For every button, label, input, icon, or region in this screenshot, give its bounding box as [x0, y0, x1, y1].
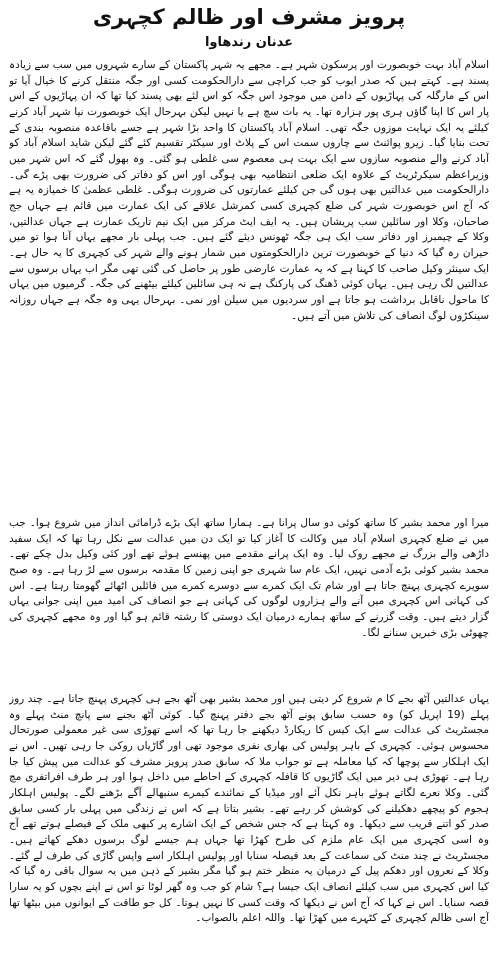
article-title: پرویز مشرف اور ظالم کچہری	[92, 5, 406, 29]
article-body	[9, 58, 489, 972]
article-paragraph: یہاں عدالتیں آٹھ بجے کا م شروع کر دیتی ہیں اور محمد بشیر بھی آٹھ بجے ہی کچہری پہنچ جاتا ہے۔ چند روز پہلے (19 اپریل کو) وہ حسب سابق پونے آٹھ بجے دفتر پہنچ گیا۔ کوئی آٹھ بجنے سے پانچ منٹ پہلے وہ مجسٹریٹ کی عدالت سے ایک کیس کا ریکارڈ دیکھنے جا رہا تھا کہ اسے تھوڑی سی غیر معمولی صورتحال محسوس ہوئی۔ کچہری کے باہر پولیس کی بھاری نفری موجود تھی اور گاڑیاں روکی جا رہی تھیں۔ اس نے ایک اہلکار سے پوچھا کہ کیا معاملہ ہے تو جواب ملا کہ سابق صدر پرویز مشرف کو عدالت میں پیش کیا جا رہا ہے۔ تھوڑی ہی دیر میں ایک گاڑیوں کا قافلہ کچہری کے احاطے میں داخل ہوا اور ہر طرف افراتفری مچ گئی۔ وکلا نعرے لگاتے ہوئے باہر نکل آئے اور میڈیا کے نمائندے کیمرے سنبھالے آگے بڑھنے لگے۔ پولیس اہلکار ہجوم کو پیچھے دھکیلنے کی کوشش کر رہے تھے۔ بشیر بتاتا ہے کہ اس نے زندگی میں پہلی بار کسی سابق صدر کو اتنے قریب سے دیکھا۔ وہ کہتا ہے کہ جس شخص کے ایک اشارے پر کبھی ملک کے فیصلے ہوتے تھے آج وہ اسی کچہری میں ایک عام ملزم کی طرح کھڑا تھا جہاں ہم جیسے لوگ برسوں دھکے کھاتے ہیں۔ مجسٹریٹ نے چند منٹ کی سماعت کے بعد فیصلہ سنایا اور پولیس اہلکار اسے واپس گاڑی کی طرف لے گئے۔ وکلا کے نعروں اور دھکم پیل کے درمیان یہ منظر ختم ہو گیا مگر بشیر کے ذہن میں یہ سوال باقی رہ گیا کہ کیا اس کچہری میں سب کیلئے انصاف ایک جیسا ہے؟ شام کو جب وہ گھر لوٹا تو اس نے اپنے بچوں کو یہ سارا قصہ سنایا۔ اس نے کہا کہ آج اس نے دیکھا کہ وقت کسی کا نہیں ہوتا۔ کل جو طاقت کے ایوانوں میں بیٹھا تھا آج اسی ظالم کچہری کے کٹہرے میں کھڑا تھا۔ واللہ اعلم بالصواب۔	[9, 693, 489, 925]
article-byline: عدنان رندھاوا	[204, 35, 294, 50]
article-paragraph: اسلام آباد بہت خوبصورت اور پرسکون شہر ہے۔ مجھے یہ شہر پاکستان کے سارے شہروں میں سب سے زیادہ پسند ہے۔ کہتے ہیں کہ صدر ایوب کو جب کراچی سے دارالحکومت کسی اور جگہ منتقل کرنے کا خیال آیا تو اس کے مارگلہ کی پہاڑیوں کے دامن میں موجود اس جگہ کو اس لئے بھی پسند کیا تھا کہ ان پہاڑیوں کے اس پار اس کا اپنا گاؤں ہری پور ہزارہ تھا۔ یہ بات سچ ہے یا نہیں لیکن بہرحال ایک خوبصورت نیا شہر آباد کرنے کیلئے یہ ایک نہایت موزوں جگہ تھی۔ اسلام آباد پاکستان کا واحد بڑا شہر ہے جسے باقاعدہ منصوبہ بندی کے تحت بنایا گیا۔ زیرو پوائنٹ سے چاروں سمت اس کے پلاٹ اور سیکٹر تقسیم کئے گئے لیکن شاید اسلام آباد کو آباد کرنے والے منصوبہ سازوں سے ایک بہت ہی معصوم سی غلطی ہو گئی۔ وہ بھول گئے کہ اس شہر میں وزیراعظم سیکرٹریٹ کے علاوہ ایک ضلعی انتظامیہ بھی ہوگی اور اس کو دفاتر کی ضرورت بھی پڑے گی۔ دارالحکومت میں عدالتیں بھی ہوں گی جن کیلئے عمارتوں کی ضرورت ہوگی۔ غلطی عظمیٰ کا خمیازہ یہ ہے کہ آج اس خوبصورت شہر کی ضلع کچہری کسی کمرشل علاقے کی ایک عمارت میں قائم ہے جہاں جج صاحبان، وکلا اور سائلین سب پریشان ہیں۔ یہ ایف ایٹ مرکز میں ایک نیم تاریک عمارت ہے جہاں عدالتیں، وکلا کے چیمبرز اور دفاتر سب ایک ہی جگہ ٹھونس دیئے گئے ہیں۔ جب پہلی بار مجھے یہاں آنا ہوا تو میں حیران رہ گیا کہ دنیا کے خوبصورت ترین دارالحکومتوں میں شمار ہونے والے شہر کی کچہری کا یہ حال ہے۔ ایک سینئر وکیل صاحب کا کہنا ہے کہ یہ عمارت عارضی طور پر حاصل کی گئی تھی مگر اب یہاں برسوں سے عدالتیں لگ رہی ہیں۔ یہاں کوئی ڈھنگ کی پارکنگ ہے نہ ہی سائلین کیلئے بیٹھنے کی جگہ۔ گرمیوں میں یہاں کا ماحول ناقابل برداشت ہو جاتا ہے اور سردیوں میں سیلن اور نمی۔ بہرحال یہی وہ جگہ ہے جہاں روزانہ سینکڑوں لوگ انصاف کی تلاش میں آتے ہیں۔	[9, 59, 489, 322]
article-paragraph: میرا اور محمد بشیر کا ساتھ کوئی دو سال پرانا ہے۔ ہمارا ساتھ ایک بڑے ڈرامائی انداز میں شروع ہوا۔ جب میں نے ضلع کچہری اسلام آباد میں وکالت کا آغاز کیا تو ایک دن میں عدالت سے نکل رہا تھا کہ ایک سفید داڑھی والے بزرگ نے مجھے روک لیا۔ وہ ایک پرانے مقدمے میں پھنسے ہوئے تھے اور کئی وکیل بدل چکے تھے۔ محمد بشیر کوئی بڑے آدمی نہیں، ایک عام سا شہری جو اپنی زمین کا مقدمہ برسوں سے لڑ رہا ہے۔ وہ صبح سویرے کچہری پہنچ جاتا ہے اور شام تک ایک کمرے سے دوسرے کمرے میں فائلیں اٹھائے گھومتا رہتا ہے۔ اس کی کہانی اس کچہری میں آنے والے ہزاروں لوگوں کی کہانی ہے جو انصاف کی امید میں اپنی جوانی یہاں گزار دیتے ہیں۔ وقت گزرنے کے ساتھ ہمارے درمیان ایک دوستی کا رشتہ قائم ہو گیا اور وہ مجھے کچہری کی چھوٹی بڑی خبریں سنانے لگا۔	[9, 517, 489, 639]
